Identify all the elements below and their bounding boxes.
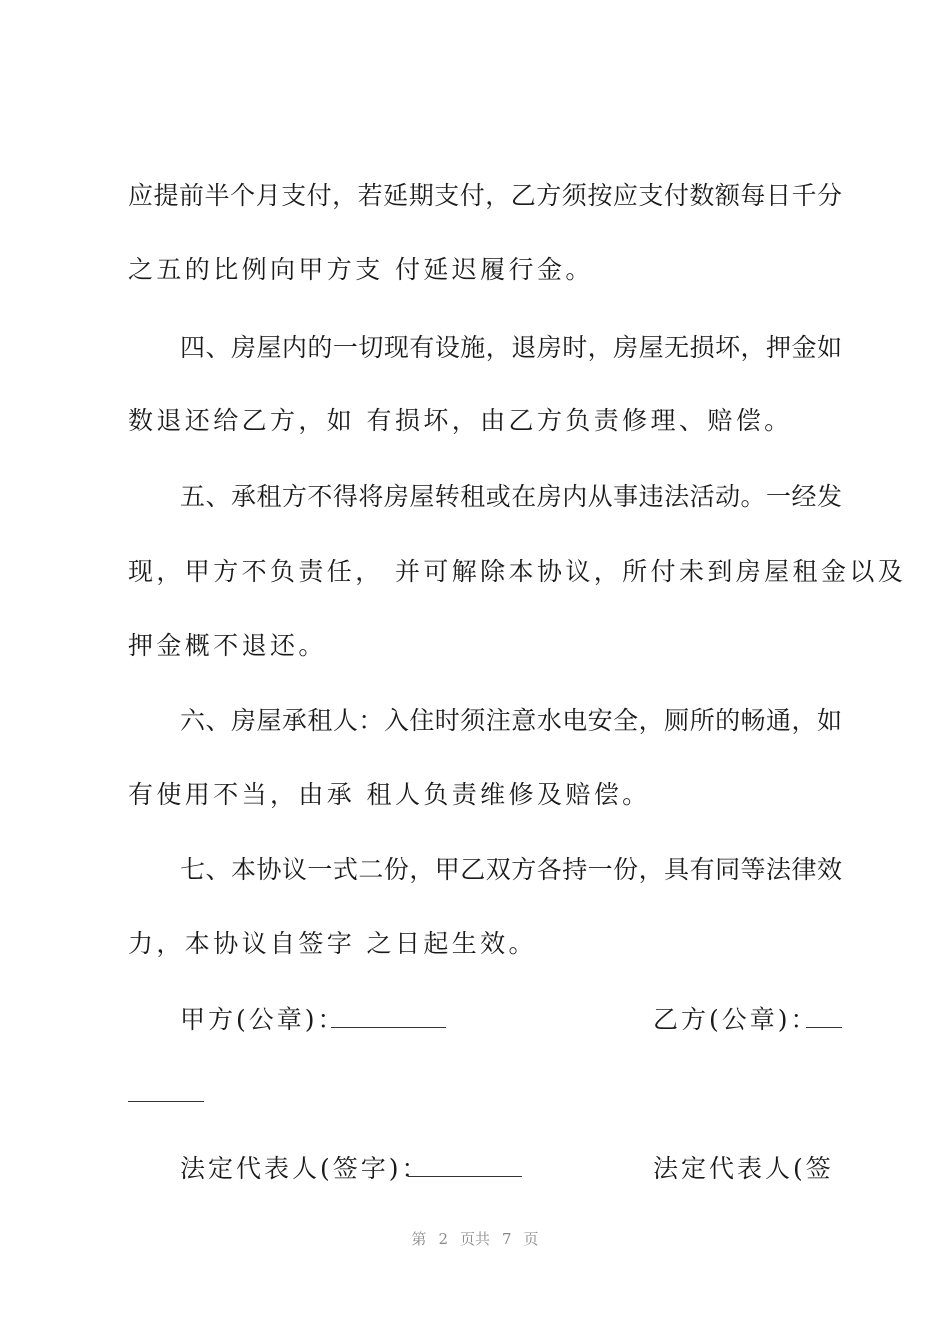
party-b-seal-blank-start: [806, 1027, 842, 1028]
page-footer: [0, 1228, 950, 1249]
paragraph-5-line-2: 现，甲方不负责任， 并可解除本协议，所付未到房屋租金以及: [128, 557, 907, 586]
footer-suffix: 页: [523, 1230, 539, 1248]
party-b-representative-label: 法定代表人(签: [653, 1154, 834, 1183]
footer-prefix: 第: [411, 1230, 427, 1248]
paragraph-3-line-1: 应提前半个月支付，若延期支付，乙方须按应支付数额每日千分: [128, 181, 842, 210]
paragraph-5-line-1: 五、承租方不得将房屋转租或在房内从事违法活动。一经发: [180, 482, 842, 511]
footer-total-pages: 7: [502, 1230, 512, 1248]
party-a-seal-blank: [331, 1027, 446, 1028]
footer-middle: 页共: [459, 1230, 490, 1248]
party-a-seal-label: 甲方(公章)：: [180, 1005, 346, 1034]
paragraph-4-line-2: 数退还给乙方，如 有损坏，由乙方负责修理、赔偿。: [128, 406, 793, 435]
party-a-representative-label: 法定代表人(签字)：: [180, 1154, 430, 1183]
paragraph-5-line-3: 押金概不退还。: [128, 631, 327, 660]
paragraph-3-line-2: 之五的比例向甲方支 付延迟履行金。: [128, 255, 594, 284]
footer-page-number: 2: [438, 1230, 448, 1248]
party-b-seal-label: 乙方(公章)：: [653, 1005, 819, 1034]
paragraph-6-line-2: 有使用不当，由承 租人负责维修及赔偿。: [128, 780, 651, 809]
party-a-representative-blank: [408, 1176, 522, 1177]
paragraph-7-line-1: 七、本协议一式二份，甲乙双方各持一份，具有同等法律效: [180, 855, 842, 884]
party-b-seal-blank-continued: [128, 1101, 204, 1102]
paragraph-4-line-1: 四、房屋内的一切现有设施，退房时，房屋无损坏，押金如: [180, 333, 842, 362]
paragraph-7-line-2: 力，本协议自签字 之日起生效。: [128, 929, 537, 958]
paragraph-6-line-1: 六、房屋承租人：入住时须注意水电安全，厕所的畅通，如: [180, 706, 842, 735]
